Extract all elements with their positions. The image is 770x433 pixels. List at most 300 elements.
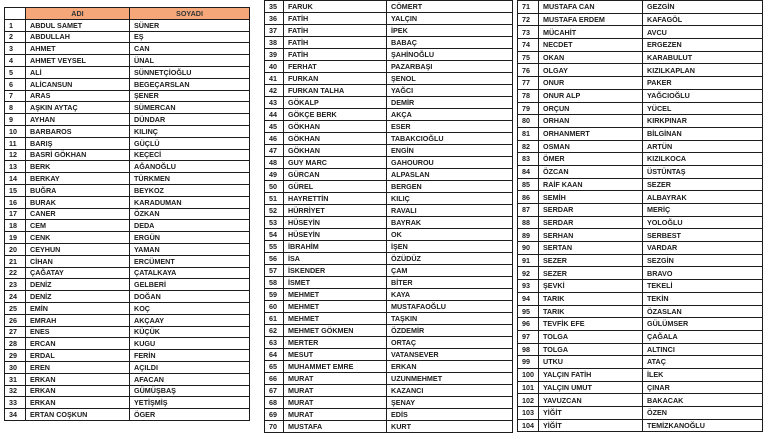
table-row xyxy=(265,337,513,349)
row-number: 21 xyxy=(5,255,26,267)
row-number: 9 xyxy=(5,114,26,126)
last-name-cell: BERGEN xyxy=(387,181,513,193)
row-number: 88 xyxy=(518,216,539,229)
table-row xyxy=(5,149,250,161)
last-name-cell: ÜSTÜNTAŞ xyxy=(643,165,763,178)
row-number: 10 xyxy=(5,125,26,137)
table-row xyxy=(265,325,513,337)
first-name-cell: FATİH xyxy=(284,13,387,25)
row-number: 14 xyxy=(5,173,26,185)
row-number: 11 xyxy=(5,137,26,149)
last-name-cell: ERKAN xyxy=(387,361,513,373)
row-number: 43 xyxy=(265,97,284,109)
first-name-cell: YAVUZCAN xyxy=(539,394,643,407)
first-name-cell: BASRİ GÖKHAN xyxy=(26,149,130,161)
last-name-cell: KARADUMAN xyxy=(130,196,250,208)
row-number: 99 xyxy=(518,356,539,369)
table-row xyxy=(265,157,513,169)
first-name-cell: MURAT xyxy=(284,397,387,409)
first-name-cell: ORHANMERT xyxy=(539,127,643,140)
table-row xyxy=(265,217,513,229)
table-row xyxy=(5,31,250,43)
last-name-cell: SÜNER xyxy=(130,19,250,31)
row-number: 63 xyxy=(265,337,284,349)
table-row xyxy=(518,394,763,407)
table-row xyxy=(518,368,763,381)
first-name-cell: MUHAMMET EMRE xyxy=(284,361,387,373)
header-last-name: SOYADI xyxy=(130,8,250,20)
table-row xyxy=(518,51,763,64)
row-number: 3 xyxy=(5,43,26,55)
first-name-cell: ORHAN xyxy=(539,115,643,128)
row-number: 38 xyxy=(265,37,284,49)
row-number: 19 xyxy=(5,232,26,244)
table-row xyxy=(5,55,250,67)
row-number: 67 xyxy=(265,385,284,397)
name-table-column-2 xyxy=(264,0,513,433)
row-number: 25 xyxy=(5,302,26,314)
row-number: 53 xyxy=(265,217,284,229)
first-name-cell: MUSTAFA xyxy=(284,421,387,433)
last-name-cell: KURT xyxy=(387,421,513,433)
last-name-cell: KAZANCI xyxy=(387,385,513,397)
last-name-cell: SEZER xyxy=(643,178,763,191)
first-name-cell: EREN xyxy=(26,361,130,373)
last-name-cell: TÜRKMEN xyxy=(130,173,250,185)
row-number: 104 xyxy=(518,419,539,432)
table-row xyxy=(5,243,250,255)
first-name-cell: ONUR ALP xyxy=(539,89,643,102)
row-number: 15 xyxy=(5,184,26,196)
last-name-cell: YAĞCIOĞLU xyxy=(643,89,763,102)
first-name-cell: MUSTAFA ERDEM xyxy=(539,13,643,26)
first-name-cell: İBRAHİM xyxy=(284,241,387,253)
table-row xyxy=(5,19,250,31)
first-name-cell: SEMİH xyxy=(539,191,643,204)
first-name-cell: CİHAN xyxy=(26,255,130,267)
table-row xyxy=(265,181,513,193)
table-row xyxy=(518,318,763,331)
last-name-cell: ÖGER xyxy=(130,409,250,421)
table-row xyxy=(265,169,513,181)
row-number: 26 xyxy=(5,314,26,326)
row-number: 4 xyxy=(5,55,26,67)
first-name-cell: FERHAT xyxy=(284,61,387,73)
last-name-cell: DÜNDAR xyxy=(130,114,250,126)
table-row xyxy=(265,193,513,205)
table-row xyxy=(518,267,763,280)
last-name-cell: TEKİN xyxy=(643,292,763,305)
first-name-cell: UTKU xyxy=(539,356,643,369)
first-name-cell: FATİH xyxy=(284,25,387,37)
table-row xyxy=(5,314,250,326)
last-name-cell: ŞENAY xyxy=(387,397,513,409)
row-number: 5 xyxy=(5,66,26,78)
row-number: 7 xyxy=(5,90,26,102)
table-row xyxy=(518,127,763,140)
last-name-cell: ŞENER xyxy=(130,90,250,102)
first-name-cell: ARAS xyxy=(26,90,130,102)
table-row xyxy=(518,229,763,242)
first-name-cell: DENİZ xyxy=(26,279,130,291)
row-number: 45 xyxy=(265,121,284,133)
table-row xyxy=(5,302,250,314)
row-number: 28 xyxy=(5,338,26,350)
table-row xyxy=(518,330,763,343)
first-name-cell: HÜSEYİN xyxy=(284,217,387,229)
first-name-cell: MESUT xyxy=(284,349,387,361)
row-number: 77 xyxy=(518,77,539,90)
last-name-cell: ALBAYRAK xyxy=(643,191,763,204)
table-row xyxy=(5,267,250,279)
last-name-cell: GELBERİ xyxy=(130,279,250,291)
last-name-cell: ALPASLAN xyxy=(387,169,513,181)
table-row xyxy=(5,338,250,350)
table-row xyxy=(265,73,513,85)
row-number: 31 xyxy=(5,373,26,385)
table-row xyxy=(265,373,513,385)
last-name-cell: TAŞKIN xyxy=(387,313,513,325)
first-name-cell: GÜRCAN xyxy=(284,169,387,181)
table-row xyxy=(518,89,763,102)
table-row xyxy=(518,39,763,52)
last-name-cell: KAFAGÖL xyxy=(643,13,763,26)
first-name-cell: ALİCANSUN xyxy=(26,78,130,90)
last-name-cell: ÇATALKAYA xyxy=(130,267,250,279)
last-name-cell: BAYRAK xyxy=(387,217,513,229)
table-row xyxy=(5,137,250,149)
first-name-cell: OKAN xyxy=(539,51,643,64)
table-row xyxy=(5,125,250,137)
last-name-cell: KIRKPINAR xyxy=(643,115,763,128)
table-row xyxy=(5,361,250,373)
row-number: 1 xyxy=(5,19,26,31)
table-row xyxy=(265,421,513,433)
row-number: 6 xyxy=(5,78,26,90)
last-name-cell: YALÇIN xyxy=(387,13,513,25)
table-row xyxy=(265,301,513,313)
first-name-cell: GÜREL xyxy=(284,181,387,193)
first-name-cell: SERTAN xyxy=(539,242,643,255)
first-name-cell: BARBAROS xyxy=(26,125,130,137)
table-row xyxy=(518,191,763,204)
last-name-cell: GAHOUROU xyxy=(387,157,513,169)
table-row xyxy=(265,145,513,157)
first-name-cell: SERDAR xyxy=(539,204,643,217)
row-number: 34 xyxy=(5,409,26,421)
first-name-cell: AHMET VEYSEL xyxy=(26,55,130,67)
first-name-cell: FATİH xyxy=(284,49,387,61)
table-row xyxy=(5,114,250,126)
last-name-cell: ÖZEN xyxy=(643,407,763,420)
last-name-cell: GÜMÜŞBAŞ xyxy=(130,385,250,397)
first-name-cell: MEHMET xyxy=(284,289,387,301)
table-row xyxy=(518,204,763,217)
last-name-cell: İLEK xyxy=(643,368,763,381)
table-row xyxy=(265,289,513,301)
row-number: 85 xyxy=(518,178,539,191)
first-name-cell: YALÇIN FATİH xyxy=(539,368,643,381)
row-number: 52 xyxy=(265,205,284,217)
first-name-cell: ERDAL xyxy=(26,350,130,362)
last-name-cell: İPEK xyxy=(387,25,513,37)
last-name-cell: ERGEZEN xyxy=(643,39,763,52)
table-row xyxy=(518,419,763,432)
first-name-cell: İSMET xyxy=(284,277,387,289)
last-name-cell: ÖZÜDÜZ xyxy=(387,253,513,265)
row-number: 61 xyxy=(265,313,284,325)
table-row xyxy=(265,133,513,145)
row-number: 48 xyxy=(265,157,284,169)
row-number: 22 xyxy=(5,267,26,279)
table-row xyxy=(265,229,513,241)
first-name-cell: ERKAN xyxy=(26,373,130,385)
first-name-cell: CENK xyxy=(26,232,130,244)
first-name-cell: GUY MARC xyxy=(284,157,387,169)
row-number: 68 xyxy=(265,397,284,409)
row-number: 24 xyxy=(5,291,26,303)
first-name-cell: YALÇIN UMUT xyxy=(539,381,643,394)
first-name-cell: SEZER xyxy=(539,254,643,267)
row-number: 92 xyxy=(518,267,539,280)
first-name-cell: TOLGA xyxy=(539,343,643,356)
row-number: 78 xyxy=(518,89,539,102)
table-row xyxy=(5,66,250,78)
first-name-cell: ONUR xyxy=(539,77,643,90)
table-row xyxy=(5,43,250,55)
row-number: 95 xyxy=(518,305,539,318)
table-row xyxy=(265,205,513,217)
row-number: 71 xyxy=(518,1,539,14)
table-row xyxy=(5,173,250,185)
table-row xyxy=(518,356,763,369)
table-row xyxy=(518,292,763,305)
table-row xyxy=(518,115,763,128)
table-row xyxy=(5,397,250,409)
table-row xyxy=(265,109,513,121)
last-name-cell: SÜNNETÇİOĞLU xyxy=(130,66,250,78)
row-number: 42 xyxy=(265,85,284,97)
row-number: 73 xyxy=(518,26,539,39)
row-number: 33 xyxy=(5,397,26,409)
first-name-cell: FARUK xyxy=(284,1,387,13)
first-name-cell: MURAT xyxy=(284,409,387,421)
first-name-cell: ERKAN xyxy=(26,385,130,397)
first-name-cell: ALİ xyxy=(26,66,130,78)
last-name-cell: BRAVO xyxy=(643,267,763,280)
table-row xyxy=(265,25,513,37)
table-row xyxy=(265,85,513,97)
last-name-cell: BAKACAK xyxy=(643,394,763,407)
table-row xyxy=(5,326,250,338)
last-name-cell: EŞ xyxy=(130,31,250,43)
header-number xyxy=(5,8,26,20)
row-number: 102 xyxy=(518,394,539,407)
last-name-cell: İŞEN xyxy=(387,241,513,253)
row-number: 40 xyxy=(265,61,284,73)
first-name-cell: DENİZ xyxy=(26,291,130,303)
last-name-cell: ÖZKAN xyxy=(130,208,250,220)
last-name-cell: FERİN xyxy=(130,350,250,362)
first-name-cell: ENES xyxy=(26,326,130,338)
table-row xyxy=(265,361,513,373)
first-name-cell: GÖKALP xyxy=(284,97,387,109)
first-name-cell: ÖMER xyxy=(539,153,643,166)
first-name-cell: MUSTAFA CAN xyxy=(539,1,643,14)
row-number: 44 xyxy=(265,109,284,121)
last-name-cell: ÖZDEMİR xyxy=(387,325,513,337)
table-row xyxy=(5,90,250,102)
table-row xyxy=(265,49,513,61)
table-row xyxy=(5,350,250,362)
row-number: 60 xyxy=(265,301,284,313)
table-row xyxy=(265,61,513,73)
first-name-cell: EMRAH xyxy=(26,314,130,326)
last-name-cell: UZUNMEHMET xyxy=(387,373,513,385)
table-row xyxy=(518,280,763,293)
table-row xyxy=(5,102,250,114)
first-name-cell: NECDET xyxy=(539,39,643,52)
first-name-cell: ÇAĞATAY xyxy=(26,267,130,279)
last-name-cell: YAMAN xyxy=(130,243,250,255)
last-name-cell: ÇAM xyxy=(387,265,513,277)
last-name-cell: YETİŞMİŞ xyxy=(130,397,250,409)
first-name-cell: FURKAN xyxy=(284,73,387,85)
first-name-cell: ABDUL SAMET xyxy=(26,19,130,31)
table-row xyxy=(265,241,513,253)
row-number: 36 xyxy=(265,13,284,25)
first-name-cell: MÜCAHİT xyxy=(539,26,643,39)
row-number: 29 xyxy=(5,350,26,362)
first-name-cell: MEHMET GÖKMEN xyxy=(284,325,387,337)
first-name-cell: CEYHUN xyxy=(26,243,130,255)
last-name-cell: KEÇECİ xyxy=(130,149,250,161)
table-row xyxy=(518,381,763,394)
table-row xyxy=(265,277,513,289)
row-number: 76 xyxy=(518,64,539,77)
row-number: 20 xyxy=(5,243,26,255)
last-name-cell: PAKER xyxy=(643,77,763,90)
row-number: 94 xyxy=(518,292,539,305)
table-row xyxy=(265,97,513,109)
first-name-cell: YİĞİT xyxy=(539,419,643,432)
last-name-cell: KARABULUT xyxy=(643,51,763,64)
table-row xyxy=(5,220,250,232)
table-row xyxy=(5,232,250,244)
first-name-cell: OLGAY xyxy=(539,64,643,77)
last-name-cell: BABAÇ xyxy=(387,37,513,49)
table-row xyxy=(265,349,513,361)
row-number: 79 xyxy=(518,102,539,115)
row-number: 74 xyxy=(518,39,539,52)
last-name-cell: CAN xyxy=(130,43,250,55)
table-row xyxy=(5,161,250,173)
table-row xyxy=(265,253,513,265)
last-name-cell: KIZILKAPLAN xyxy=(643,64,763,77)
row-number: 51 xyxy=(265,193,284,205)
first-name-cell: MURAT xyxy=(284,385,387,397)
last-name-cell: AFACAN xyxy=(130,373,250,385)
table-row xyxy=(265,313,513,325)
last-name-cell: AKÇAAY xyxy=(130,314,250,326)
table-row xyxy=(5,291,250,303)
table-row xyxy=(518,407,763,420)
row-number: 49 xyxy=(265,169,284,181)
row-number: 59 xyxy=(265,289,284,301)
last-name-cell: ARTÜN xyxy=(643,140,763,153)
first-name-cell: SERDAR xyxy=(539,216,643,229)
last-name-cell: BİTER xyxy=(387,277,513,289)
table-row xyxy=(265,397,513,409)
first-name-cell: ÖZCAN xyxy=(539,165,643,178)
row-number: 103 xyxy=(518,407,539,420)
last-name-cell: ÖZASLAN xyxy=(643,305,763,318)
last-name-cell: ATAÇ xyxy=(643,356,763,369)
row-number: 81 xyxy=(518,127,539,140)
row-number: 27 xyxy=(5,326,26,338)
first-name-cell: BURAK xyxy=(26,196,130,208)
first-name-cell: MEHMET xyxy=(284,313,387,325)
first-name-cell: RAİF KAAN xyxy=(539,178,643,191)
row-number: 23 xyxy=(5,279,26,291)
row-number: 84 xyxy=(518,165,539,178)
last-name-cell: BEYKOZ xyxy=(130,184,250,196)
last-name-cell: DEMİR xyxy=(387,97,513,109)
last-name-cell: YAĞCI xyxy=(387,85,513,97)
table-row xyxy=(518,343,763,356)
table-row xyxy=(518,1,763,14)
row-number: 96 xyxy=(518,318,539,331)
table-row xyxy=(5,279,250,291)
row-number: 2 xyxy=(5,31,26,43)
first-name-cell: TARIK xyxy=(539,292,643,305)
row-number: 65 xyxy=(265,361,284,373)
row-number: 90 xyxy=(518,242,539,255)
first-name-cell: SEZER xyxy=(539,267,643,280)
last-name-cell: KUGU xyxy=(130,338,250,350)
last-name-cell: AĞANOĞLU xyxy=(130,161,250,173)
row-number: 47 xyxy=(265,145,284,157)
row-number: 55 xyxy=(265,241,284,253)
table-row xyxy=(265,265,513,277)
first-name-cell: AYHAN xyxy=(26,114,130,126)
first-name-cell: TEVFİK EFE xyxy=(539,318,643,331)
table-row xyxy=(265,385,513,397)
row-number: 87 xyxy=(518,204,539,217)
table-row xyxy=(5,208,250,220)
row-number: 66 xyxy=(265,373,284,385)
table-row xyxy=(518,13,763,26)
first-name-cell: ORÇUN xyxy=(539,102,643,115)
row-number: 80 xyxy=(518,115,539,128)
row-number: 30 xyxy=(5,361,26,373)
table-row xyxy=(5,385,250,397)
last-name-cell: ŞAHİNOĞLU xyxy=(387,49,513,61)
first-name-cell: YİĞİT xyxy=(539,407,643,420)
row-number: 57 xyxy=(265,265,284,277)
last-name-cell: ERGÜN xyxy=(130,232,250,244)
last-name-cell: ORTAÇ xyxy=(387,337,513,349)
first-name-cell: HÜSEYİN xyxy=(284,229,387,241)
first-name-cell: ERTAN COŞKUN xyxy=(26,409,130,421)
first-name-cell: CANER xyxy=(26,208,130,220)
last-name-cell: GÜÇLÜ xyxy=(130,137,250,149)
row-number: 46 xyxy=(265,133,284,145)
first-name-cell: CEM xyxy=(26,220,130,232)
table-row xyxy=(518,64,763,77)
last-name-cell: VARDAR xyxy=(643,242,763,255)
table-row xyxy=(518,153,763,166)
